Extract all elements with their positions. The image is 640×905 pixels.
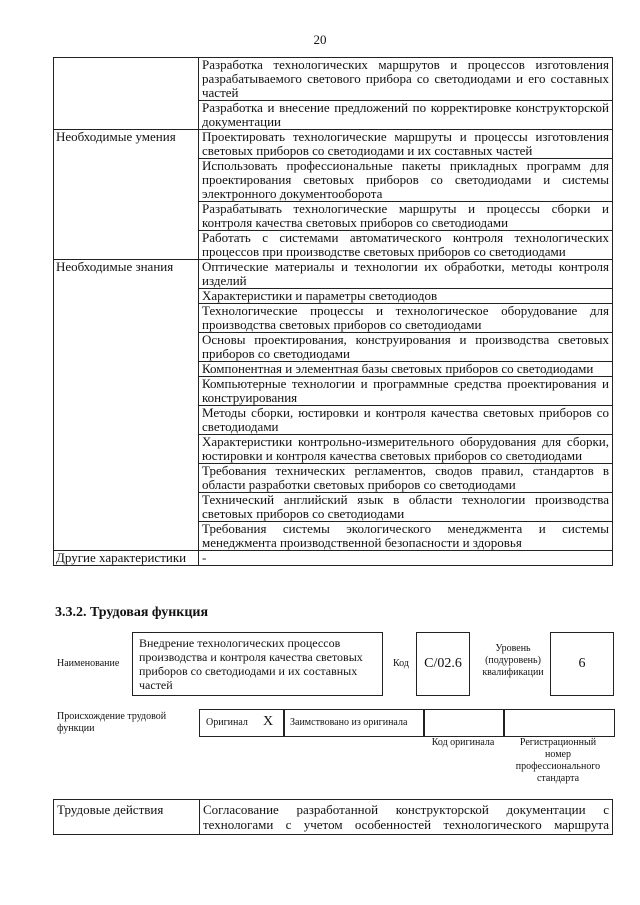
row-description: Характеристики и параметры светодиодов — [199, 289, 613, 304]
row-description: Основы проектирования, конструирования и производства световых приборов со светодиодами — [199, 333, 613, 362]
name-value: Внедрение технологических процессов производства и контроля качества световых приборов со светодиодами и их составных частей — [139, 636, 363, 692]
row-description: Характеристики контрольно-измерительного оборудования для сборки, юстировки и контроля качества световых приборов со светодиодами — [199, 435, 613, 464]
row-description: - — [199, 551, 613, 566]
row-description: Разработка и внесение предложений по корректировке конструкторской документации — [199, 101, 613, 130]
level-value: 6 — [550, 632, 614, 696]
row-description: Разработка технологических маршрутов и процессов изготовления разрабатываемого светового прибора со светодиодами и его составных частей — [199, 58, 613, 101]
row-description: Оптические материалы и технологии их обработки, методы контроля изделий — [199, 260, 613, 289]
row-description: Требования системы экологического менеджмента и системы менеджмента производственной безопасности и здоровья — [199, 522, 613, 551]
row-description: Технический английский язык в области технологии производства световых приборов со светодиодами — [199, 493, 613, 522]
row-description: Технологические процессы и технологическое оборудование для производства световых приборов со светодиодами — [199, 304, 613, 333]
original-label: Оригинал — [206, 717, 248, 728]
level-label: Уровень (подуровень) квалификации — [482, 643, 544, 678]
borrowed-label: Заимствовано из оригинала — [290, 717, 408, 728]
labor-actions-table — [53, 799, 613, 835]
row-description: Компонентная и элементная базы световых приборов со светодиодами — [199, 362, 613, 377]
code-value: С/02.6 — [416, 632, 470, 696]
table-row — [54, 260, 613, 289]
competency-table — [53, 57, 613, 566]
row-description: Компьютерные технологии и программные средства проектирования и конструирования — [199, 377, 613, 406]
name-label: Наименование — [57, 658, 120, 669]
original-cell — [199, 709, 285, 737]
row-label: Необходимые знания — [54, 260, 199, 551]
row-description: Работать с системами автоматического контроля технологических процессов при производстве световых приборов со светодиодами — [199, 231, 613, 260]
table-row — [54, 551, 613, 566]
reg-number-cell — [503, 709, 615, 737]
name-box — [132, 632, 383, 696]
row-label: Другие характеристики — [54, 551, 199, 566]
code-original-cell — [423, 709, 505, 737]
labor-actions-text: Согласование разработанной конструкторской документации с технологами с учетом особенностей технологического маршрута — [200, 800, 613, 835]
original-mark: Х — [263, 714, 274, 729]
code-label: Код — [393, 658, 409, 669]
table-row — [54, 130, 613, 159]
labor-actions-label: Трудовые действия — [54, 800, 200, 835]
page-number: 20 — [313, 32, 327, 47]
row-description: Проектировать технологические маршруты и процессы изготовления световых приборов со светодиодами и их составных частей — [199, 130, 613, 159]
borrowed-cell — [283, 709, 425, 737]
row-description: Разрабатывать технологические маршруты и процессы сборки и контроля качества световых приборов со светодиодами — [199, 202, 613, 231]
origin-label: Происхождение трудовой функции — [57, 711, 167, 734]
reg-number-label: Регистрационный номер профессионального стандарта — [515, 737, 601, 784]
row-description: Требования технических регламентов, сводов правил, стандартов в области разработки световых приборов со светодиодами — [199, 464, 613, 493]
table-row — [54, 58, 613, 101]
row-label — [54, 58, 199, 130]
labor-actions-row — [54, 800, 613, 835]
code-original-label: Код оригинала — [431, 737, 495, 748]
row-label: Необходимые умения — [54, 130, 199, 260]
section-title: 3.3.2. Трудовая функция — [55, 605, 209, 620]
row-description: Использовать профессиональные пакеты прикладных программ для проектирования световых приборов со светодиодами и системы электронного документооборота — [199, 159, 613, 202]
row-description: Методы сборки, юстировки и контроля качества световых приборов со светодиодами — [199, 406, 613, 435]
